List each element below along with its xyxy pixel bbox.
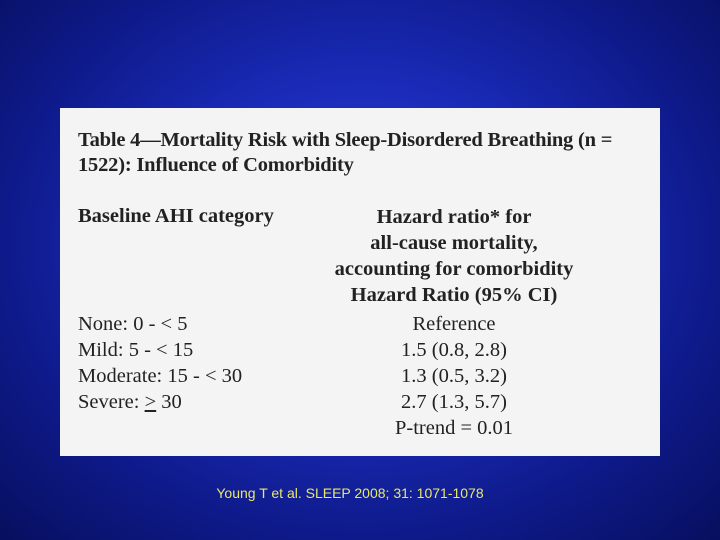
header-baseline-ahi: Baseline AHI category — [78, 205, 274, 227]
row-value: 1.5 (0.8, 2.8) — [401, 339, 507, 361]
table-title-line-1: Table 4—Mortality Risk with Sleep-Disordered Breathing (n = — [78, 129, 613, 151]
table-title-line-2: 1522): Influence of Comorbidity — [78, 154, 354, 176]
header-hazard-ratio-line-1: Hazard ratio* for — [376, 206, 532, 228]
row-category: Moderate: 15 - < 30 — [78, 365, 243, 387]
row-value: 1.3 (0.5, 3.2) — [401, 365, 507, 387]
greater-equal-symbol: > — [144, 391, 157, 413]
header-hazard-ratio — [304, 204, 604, 308]
citation: Young T et al. SLEEP 2008; 31: 1071-1078 — [216, 485, 484, 501]
table-title — [78, 128, 646, 178]
row-category: None: 0 - < 5 — [78, 313, 188, 335]
row-value: 2.7 (1.3, 5.7) — [401, 391, 507, 413]
header-hazard-ratio-line-4: Hazard Ratio (95% CI) — [350, 284, 558, 306]
table-row — [78, 337, 638, 363]
row-value: Reference — [412, 313, 496, 335]
row-category-prefix: Severe: — [78, 391, 145, 413]
table-row — [78, 311, 638, 337]
row-category: Mild: 5 - < 15 — [78, 339, 194, 361]
row-category — [78, 389, 182, 415]
p-trend: P-trend = 0.01 — [394, 417, 514, 439]
table-body — [78, 311, 638, 415]
header-hazard-ratio-line-3: accounting for comorbidity — [334, 258, 574, 280]
row-category-suffix: 30 — [156, 391, 182, 413]
table-row — [78, 389, 638, 415]
table-row — [78, 363, 638, 389]
table-image — [60, 108, 660, 456]
header-hazard-ratio-line-2: all-cause mortality, — [370, 232, 538, 254]
